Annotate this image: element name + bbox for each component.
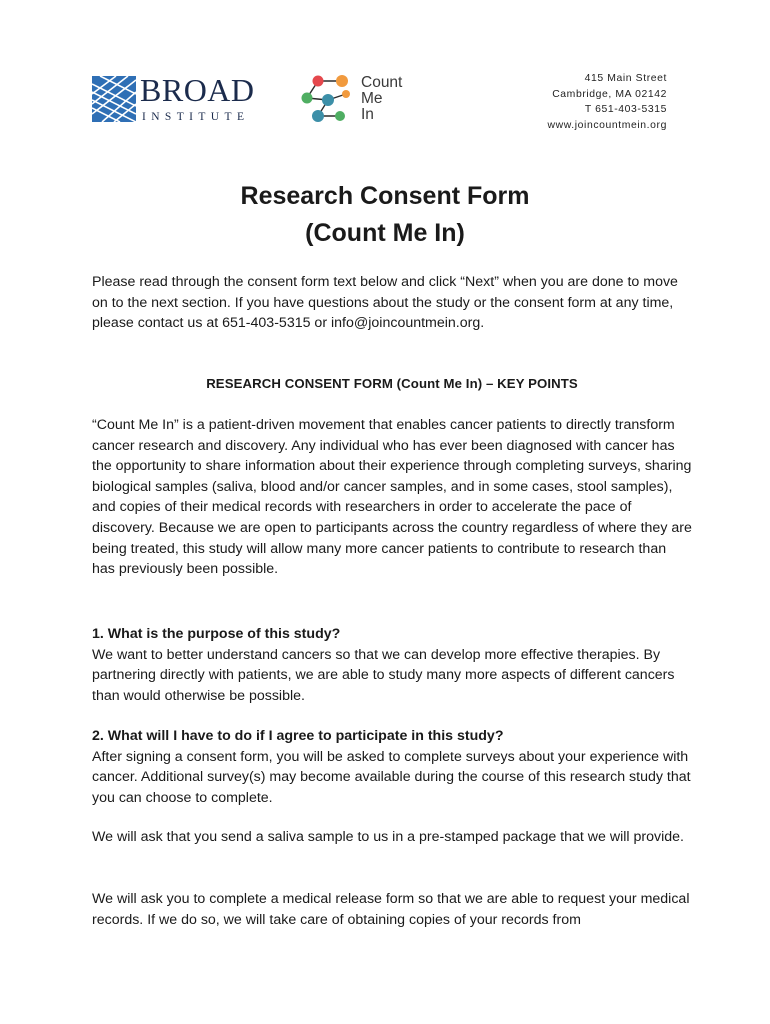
section-participation (92, 726, 692, 808)
count-me-in-logo (296, 72, 416, 128)
broad-institute-wordmark: INSTITUTE (142, 111, 250, 123)
saliva-paragraph (92, 827, 692, 848)
title-line-2: (Count Me In) (305, 219, 465, 247)
medical-records-paragraph (92, 889, 692, 930)
broad-globe-icon (92, 76, 136, 122)
address-phone: T 651-403-5315 (584, 104, 667, 116)
count-me-in-wordmark (361, 75, 402, 123)
section-heading: 2. What will I have to do if I agree to participate in this study? (92, 728, 504, 744)
count-me-in-network-icon (296, 72, 358, 128)
cmi-word-count: Count (361, 74, 403, 91)
broad-wordmark: BROAD (140, 72, 255, 108)
address-website: www.joincountmein.org (547, 119, 667, 131)
overview-paragraph (92, 415, 692, 580)
address-street: 415 Main Street (584, 73, 667, 84)
page-title (0, 178, 770, 252)
address-block (467, 71, 667, 133)
section-text: We want to better understand cancers so that we can develop more effective therapies. By partnering directly with patients, we are able to study many more aspects of different cancers than would otherwise be possible. (92, 646, 675, 704)
title-line-1: Research Consent Form (240, 182, 530, 210)
cmi-word-in: In (361, 106, 374, 123)
broad-institute-logo (92, 72, 264, 124)
overview-text: “Count Me In” is a patient-driven movement that enables cancer patients to directly transform cancer research and discovery. Any individual who has ever been diagnosed with cancer has the opportunity to share information about their experience through completing surveys, sharing biological samples (saliva, blood and/or cancer samples, and in some cases, stool samples), and copies of their medical records with researchers in order to accelerate the pace of discovery. Because we are open to participants across the country regardless of where they are being treated, this study will allow many more cancer patients to contribute to research than has previously been possible. (92, 417, 692, 578)
section-text: After signing a consent form, you will be asked to complete surveys about your experience with cancer. Additional survey(s) may become available during the course of this research study that you can choose to complete. (92, 748, 691, 806)
section-heading: 1. What is the purpose of this study? (92, 626, 341, 642)
intro-paragraph (92, 272, 692, 334)
key-points-heading: RESEARCH CONSENT FORM (Count Me In) – KEY POINTS (206, 376, 578, 391)
address-city: Cambridge, MA 02142 (552, 88, 667, 100)
section-purpose (92, 624, 692, 706)
saliva-text: We will ask that you send a saliva sample to us in a pre-stamped package that we will provide. (92, 829, 684, 845)
medical-text: We will ask you to complete a medical release form so that we are able to request your medical records. If we do so, we will take care of obtaining copies of your records from (92, 891, 690, 928)
intro-text: Please read through the consent form text below and click “Next” when you are done to move on to the next section. If you have questions about the study or the consent form at any time, please contact us at 651-403-5315 or info@joincountmein.org. (92, 274, 678, 332)
cmi-word-me: Me (361, 90, 383, 107)
